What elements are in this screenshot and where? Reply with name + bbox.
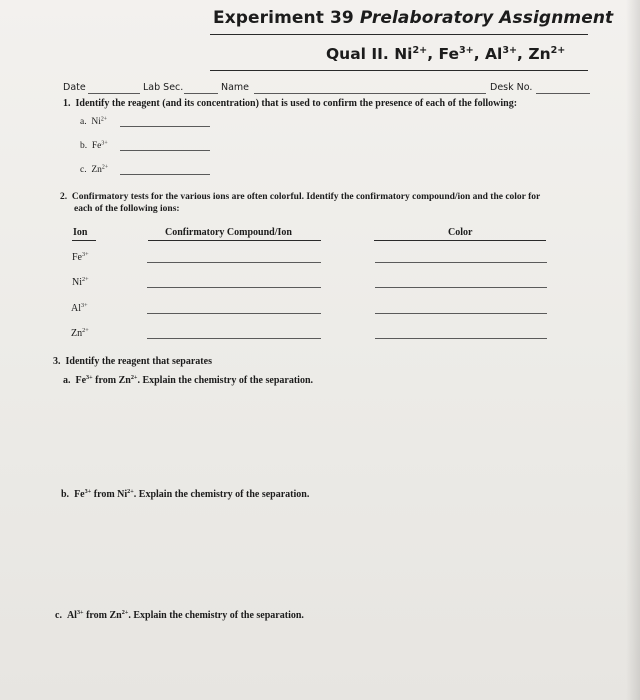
name-label: Name (221, 82, 250, 93)
q2-prompt-line1: 2. Confirmatory tests for the various ions are often colorful. Identify the confirmatory compound/ion and the color for (60, 192, 541, 202)
color-answer-4[interactable] (375, 338, 547, 339)
color-answer-3[interactable] (375, 313, 547, 314)
q3-part-b: b. $Fe^{3+}$ from $Ni^{2+}$. Explain the chemistry of the separation. (61, 488, 310, 500)
lab-sec-label: Lab Sec. (143, 82, 184, 93)
q3-part-a: a. $Fe^{3+}$ from $Zn^{2+}$. Explain the chemistry of the separation. (63, 374, 313, 386)
color-answer-2[interactable] (375, 287, 547, 288)
date-field[interactable] (88, 93, 140, 94)
table-row-ion: $Ni^{2+}$ (72, 276, 89, 288)
page-edge-shadow (626, 0, 640, 700)
name-field[interactable] (254, 93, 486, 94)
page-title: Experiment 39 Prelaboratory Assignment (213, 8, 614, 28)
compound-header-underline (148, 240, 321, 241)
q3-part-c: c. $Al^{3+}$ from $Zn^{2+}$. Explain the chemistry of the separation. (55, 609, 304, 621)
compound-answer-4[interactable] (147, 338, 321, 339)
q1-prompt: 1. Identify the reagent (and its concentration) that is used to confirm the presence of each of the following: (63, 98, 518, 109)
color-header-underline (374, 240, 546, 241)
lab-sec-field[interactable] (184, 93, 218, 94)
q1-answer-b[interactable] (120, 150, 210, 151)
table-row-ion: $Fe^{3+}$ (72, 251, 89, 263)
q1-item-c: c. $Zn^{2+}$ (80, 164, 109, 175)
table-row-ion: $Al^{3+}$ (71, 302, 88, 314)
q1-answer-c[interactable] (120, 174, 210, 175)
compound-answer-2[interactable] (147, 287, 321, 288)
column-header-ion: Ion (73, 227, 88, 238)
desk-no-field[interactable] (536, 93, 590, 94)
desk-no-label: Desk No. (490, 82, 533, 93)
compound-answer-1[interactable] (147, 262, 321, 263)
page-subtitle: Qual II. $Ni^{2+}$, $Fe^{3+}$, $Al^{3+}$, $Zn^{2+}$ (326, 45, 566, 63)
table-row-ion: $Zn^{2+}$ (71, 327, 89, 339)
q1-item-b: b. $Fe^{3+}$ (80, 140, 108, 151)
color-answer-1[interactable] (375, 262, 547, 263)
title-rule (210, 34, 588, 35)
subtitle-rule (210, 70, 588, 71)
q2-prompt-line2: each of the following ions: (74, 204, 180, 214)
compound-answer-3[interactable] (147, 313, 321, 314)
q3-prompt: 3. Identify the reagent that separates (53, 356, 212, 367)
q1-answer-a[interactable] (120, 126, 210, 127)
ion-header-underline (72, 240, 96, 241)
column-header-compound: Confirmatory Compound/Ion (165, 227, 292, 238)
q1-item-a: a. $Ni^{2+}$ (80, 116, 108, 127)
column-header-color: Color (448, 227, 473, 238)
date-label: Date (63, 82, 86, 93)
